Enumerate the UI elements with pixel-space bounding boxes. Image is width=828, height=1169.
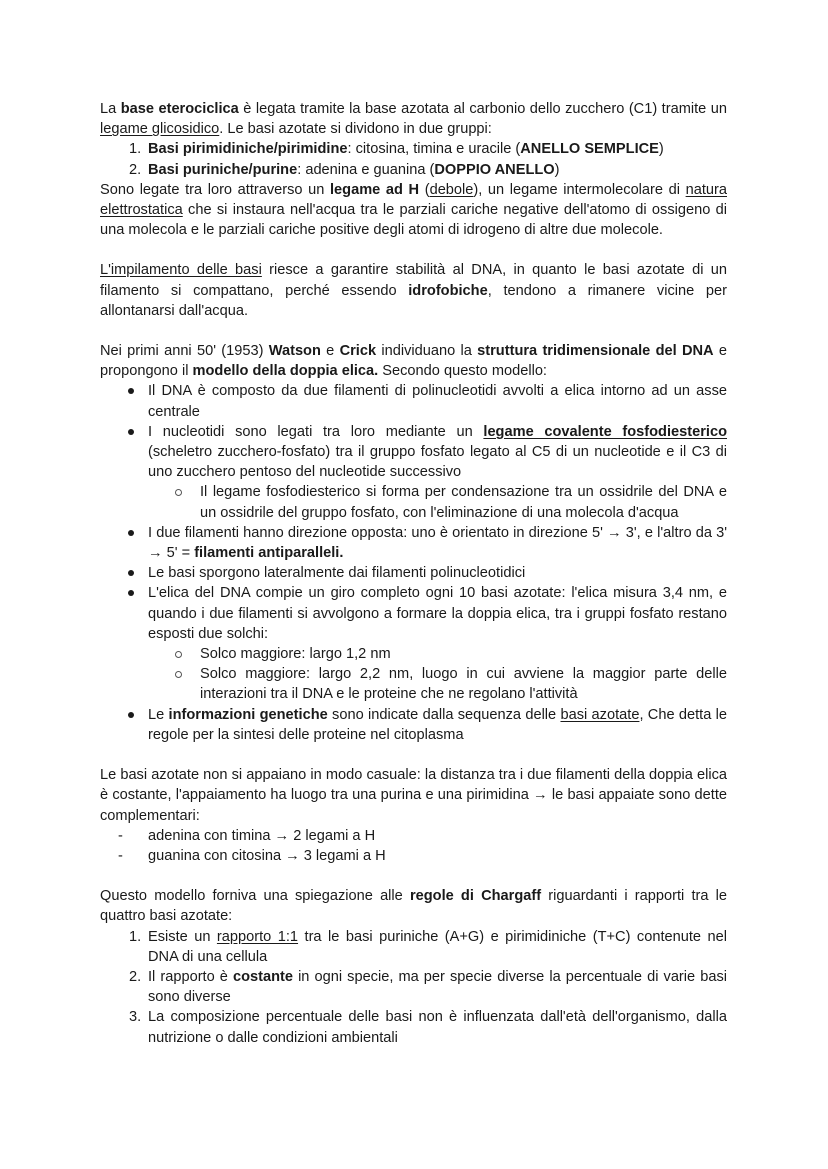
spacer [100, 321, 727, 341]
underlined-term: legame glicosidico [100, 121, 220, 138]
text: Questo modello forniva una spiegazione alle [100, 888, 410, 905]
underlined-term: debole [429, 181, 474, 198]
dash-bullet: - [118, 827, 123, 844]
spacer [100, 866, 727, 886]
paragraph-appaiamento: Le basi azotate non si appaiano in modo casuale: la distanza tra i due filamenti della doppia elica è costante, l'appaiamento ha luogo tra una purina e una pirimidina → le basi appaiate sono dette complementari: [100, 767, 727, 824]
double-helix-bullet-list [100, 381, 727, 745]
list-number: 1. [129, 928, 142, 945]
text: Sono legate tra loro attraverso un [100, 181, 330, 198]
list-number: 2. [129, 161, 142, 178]
bold-term: legame ad H [330, 181, 420, 198]
text: adenina con timina → 2 legami a H [148, 827, 376, 844]
list-number: 2. [129, 968, 142, 985]
text: La [100, 101, 121, 117]
bullet-icon [128, 712, 134, 718]
text: Secondo questo modello: [378, 363, 547, 380]
list-item [100, 846, 727, 866]
hollow-bullet-icon [175, 671, 182, 678]
text: sono indicate dalla sequenza delle [327, 706, 561, 723]
spacer [100, 745, 727, 765]
bold-term: Watson [268, 343, 321, 360]
list-item [100, 1007, 727, 1047]
text: guanina con citosina → 3 legami a H [148, 847, 386, 864]
text: : adenina e guanina ( [297, 161, 435, 178]
bullet-icon [128, 530, 134, 536]
bullet-icon [128, 590, 134, 596]
list-item [100, 826, 727, 846]
bold-term: base eterociclica [120, 101, 239, 117]
list-item [100, 381, 727, 421]
paragraph-chargaff [100, 886, 727, 926]
paragraph-legame-h [100, 180, 727, 241]
text: è legata tramite la base azotata al carbonio dello zucchero (C1) tramite un [238, 101, 727, 117]
text: Esiste un [148, 928, 217, 945]
spacer [100, 240, 727, 260]
bold-term: costante [232, 968, 293, 985]
bold-term: Basi puriniche/purine [148, 161, 298, 178]
text: e propongono il [100, 343, 727, 380]
text: ) [658, 141, 664, 158]
bold-term: modello della doppia elica. [192, 363, 379, 380]
text: che si instaura nell'acqua tra le parziali cariche negative dell'atomo di ossigeno di una molecola e le parziali cariche positive degli atomi di idrogeno di altre due molecole. [100, 202, 727, 239]
text: ), un legame intermolecolare di [473, 181, 686, 198]
text: La composizione percentuale delle basi non è influenzata dall'età dell'organismo, dalla nutrizione o dalle condizioni ambientali [148, 1009, 727, 1046]
list-item [100, 563, 727, 583]
hollow-bullet-icon [175, 489, 182, 496]
list-item [100, 705, 727, 745]
base-pairs-list [100, 826, 727, 866]
text: riguardanti i rapporti tra le quattro basi azotate: [100, 888, 728, 925]
text: Le basi sporgono lateralmente dai filamenti polinucleotidici [148, 565, 526, 582]
list-item [100, 927, 727, 967]
text: Il DNA è composto da due filamenti di polinucleotidi avvolti a elica intorno ad un asse centrale [148, 383, 727, 420]
text: ) [554, 161, 560, 178]
bold-term: informazioni genetiche [168, 706, 328, 723]
text: Solco maggiore: largo 2,2 nm, luogo in cui avviene la maggior parte delle interazioni tra il DNA e le proteine che ne regolano l'attività [200, 666, 727, 703]
text: individuano la [376, 343, 478, 360]
underlined-term: rapporto 1:1 [216, 928, 299, 945]
text: Il legame fosfodiesterico si forma per condensazione tra un ossidrile del DNA e un ossidrile del gruppo fosfato, con l'eliminazione di una molecola d'acqua [200, 484, 727, 521]
bold-term: Crick [339, 343, 377, 360]
text: Nei primi anni 50' (1953) [100, 343, 269, 360]
text: Solco maggiore: largo 1,2 nm [200, 646, 391, 663]
text: Le [148, 706, 169, 723]
bold-term: struttura tridimensionale del DNA [477, 343, 714, 360]
text: : citosina, timina e uracile ( [347, 141, 521, 158]
text: riesce a garantire stabilità al DNA, in quanto le basi azotate di un filamento si compattano, perché essendo [100, 262, 727, 299]
document-page [100, 99, 727, 1048]
sub-list-item [100, 664, 727, 704]
list-item [100, 160, 727, 180]
underlined-term: L'impilamento delle basi [100, 262, 262, 279]
bold-term: DOPPIO ANELLO [434, 161, 555, 178]
bold-term: filamenti antiparalleli. [194, 545, 344, 562]
text: (scheletro zucchero-fosfato) tra il gruppo fosfato legato al C5 di un nucleotide e il C3 di uno zucchero pentoso del nucleotide successivo [148, 444, 727, 481]
text: in ogni specie, ma per specie diverse la percentuale di varie basi sono diverse [148, 968, 727, 1006]
bold-term: Basi pirimidiniche/pirimidine [148, 141, 348, 158]
paragraph-watson-crick [100, 341, 727, 381]
paragraph-base-eterociclica [100, 99, 727, 139]
hollow-bullet-icon [175, 651, 182, 658]
list-number: 1. [129, 141, 142, 158]
text: I nucleotidi sono legati tra loro mediante un [148, 423, 484, 440]
text: I due filamenti hanno direzione opposta: uno è orientato in direzione 5' → 3', e l'altro da 3' → 5' = [148, 524, 727, 562]
list-item [100, 139, 727, 159]
chargaff-rules-list [100, 927, 727, 1048]
bold-term: regole di Chargaff [409, 888, 542, 905]
sub-list-item [100, 644, 727, 664]
bullet-icon [128, 388, 134, 394]
text: . Le basi azotate si dividono in due gruppi: [219, 121, 492, 138]
base-groups-list [100, 139, 727, 179]
list-item [100, 967, 727, 1007]
text: , tendono a rimanere vicine per allontanarsi dall'acqua. [100, 282, 727, 319]
text: , Che detta le regole per la sintesi delle proteine nel citoplasma [148, 706, 727, 743]
text: L'elica del DNA compie un giro completo ogni 10 basi azotate: l'elica misura 3,4 nm, e quando i due filamenti si avvolgono a formare la doppia elica, tra i gruppi fosfato restano esposti due solchi: [148, 585, 727, 642]
paragraph-impilamento [100, 260, 727, 321]
bullet-icon [128, 429, 134, 435]
text: e [320, 343, 340, 360]
list-item [100, 583, 727, 644]
list-item [100, 523, 727, 563]
list-number: 3. [129, 1009, 142, 1026]
list-item [100, 422, 727, 483]
underlined-term: natura elettrostatica [100, 181, 727, 219]
bold-term: ANELLO SEMPLICE [520, 141, 659, 158]
bullet-icon [128, 570, 134, 576]
bold-term: idrofobiche [408, 282, 488, 299]
bold-underlined-term: legame covalente fosfodiesterico [483, 423, 727, 440]
text: Il rapporto è [148, 968, 233, 985]
sub-list-item [100, 482, 727, 522]
underlined-term: basi azotate [560, 706, 640, 723]
text: tra le basi puriniche (A+G) e pirimidiniche (T+C) contenute nel DNA di una cellula [148, 928, 727, 965]
text: ( [419, 181, 430, 198]
dash-bullet: - [118, 847, 123, 864]
